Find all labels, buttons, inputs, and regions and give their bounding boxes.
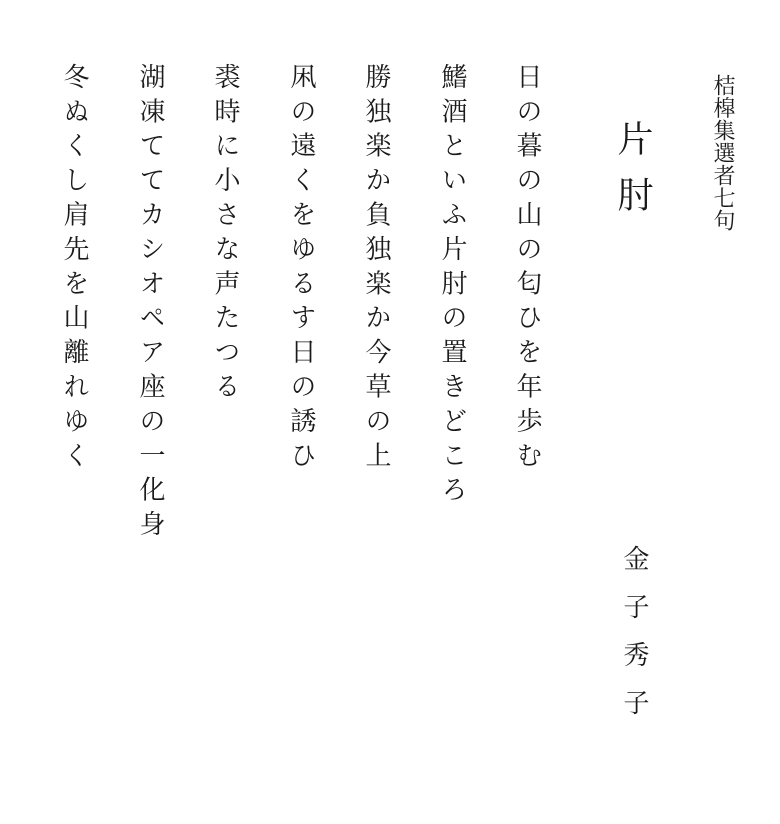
haiku-line: 裘時に小さな声たつる	[210, 63, 240, 407]
haiku-line: 鰭酒といふ片肘の置きどころ	[437, 63, 467, 511]
series-heading: 桔槹集選者七句	[710, 74, 735, 232]
haiku-line: 日の暮の山の匂ひを年歩む	[512, 63, 542, 476]
author-name: 金子秀子	[619, 545, 649, 737]
haiku-line: 勝独楽か負独楽か今草の上	[361, 63, 391, 476]
haiku-line: 冬ぬくし肩先を山離れゆく	[59, 63, 89, 476]
haiku-line: 凩の遠くをゆるす日の誘ひ	[286, 63, 316, 476]
haiku-line: 湖凍ててカシオペア座の一化身	[135, 63, 165, 545]
page-title: 片肘	[612, 120, 653, 232]
